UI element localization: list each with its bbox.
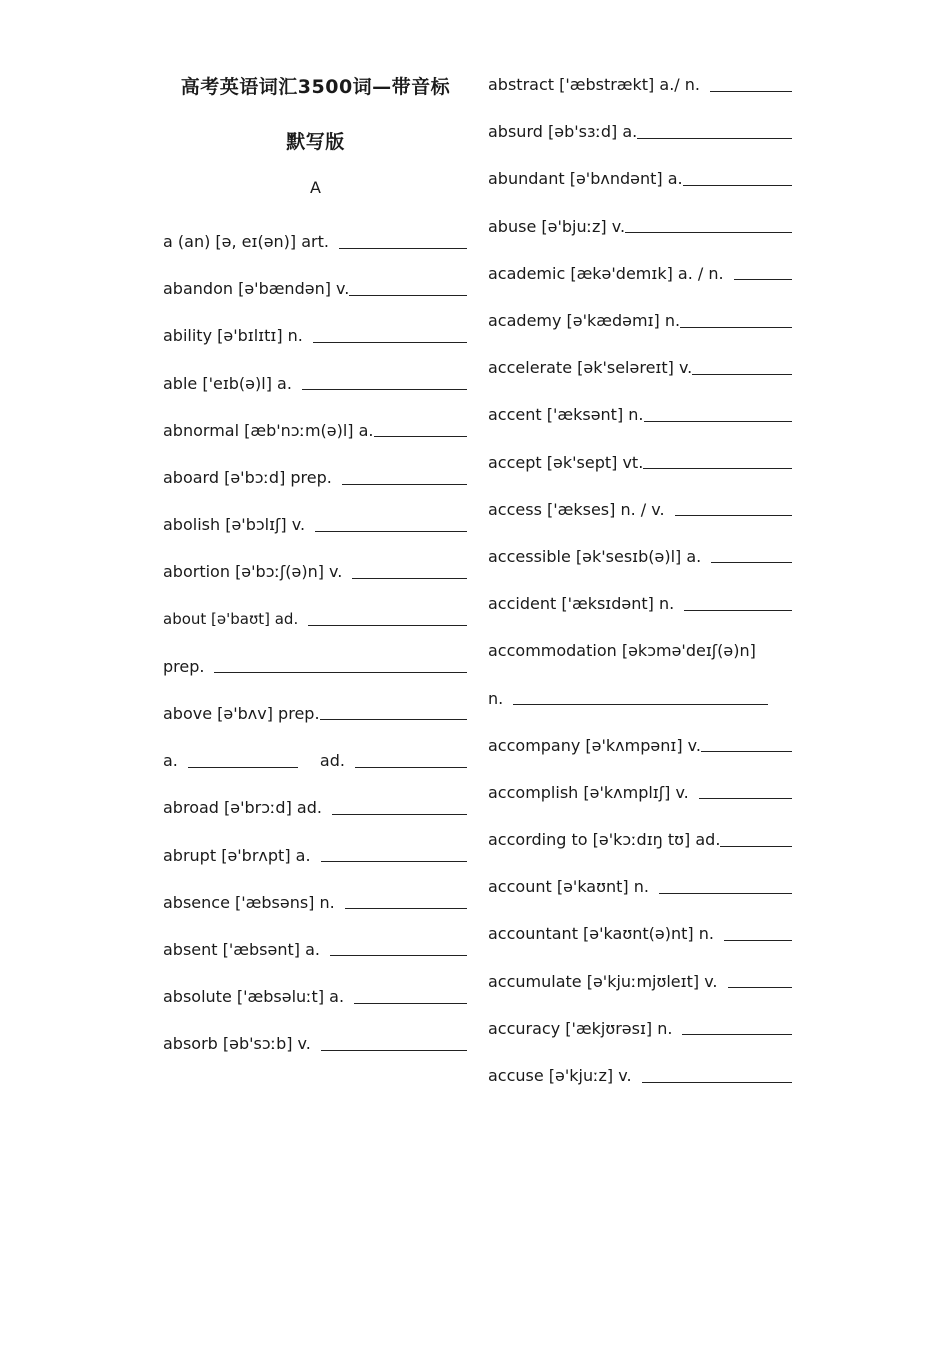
word-entry: absurd [əb'sɜːd] a. (488, 122, 638, 142)
answer-blank[interactable] (683, 172, 792, 186)
answer-blank[interactable] (308, 612, 467, 626)
answer-blank[interactable] (339, 235, 467, 249)
word-entry: prep. (163, 656, 205, 676)
answer-blank[interactable] (642, 1069, 792, 1083)
vocab-entry (488, 391, 792, 438)
vocab-entry (488, 674, 792, 721)
vocab-entry (163, 973, 467, 1020)
vocab-entry (163, 596, 467, 643)
word-entry: accountant [ə'kaʊnt(ə)nt] n. (488, 924, 714, 944)
vocab-entry (488, 297, 792, 344)
word-entry: accent ['æksənt] n. (488, 405, 644, 425)
word-entry: a (an) [ə, eɪ(ən)] art. (163, 232, 329, 252)
word-entry: absolute ['æbsəluːt] a. (163, 987, 345, 1007)
word-entry-second: ad. (319, 751, 345, 771)
word-entry: absorb [əb'sɔːb] v. (163, 1034, 311, 1054)
word-entry: accompany [ə'kʌmpənɪ] v. (488, 735, 701, 755)
word-entry: abstract ['æbstrækt] a./ n. (488, 75, 700, 95)
vocab-entry (163, 643, 467, 690)
vocab-entry (163, 218, 467, 265)
vocab-entry (488, 816, 792, 863)
answer-blank[interactable] (625, 219, 792, 233)
vocab-entry (163, 454, 467, 501)
vocab-entry (488, 1052, 792, 1099)
word-entry: accumulate [ə'kjuːmjʊleɪt] v. (488, 971, 718, 991)
vocab-entry (488, 108, 792, 155)
vocab-entry (163, 312, 467, 359)
left-column (163, 218, 467, 1067)
answer-blank[interactable] (701, 738, 792, 752)
word-entry: abroad [ə'brɔːd] ad. (163, 798, 322, 818)
word-entry: accelerate [ək'seləreɪt] v. (488, 358, 693, 378)
answer-blank[interactable] (188, 754, 298, 768)
vocab-entry (488, 344, 792, 391)
answer-blank[interactable] (659, 880, 792, 894)
word-entry: abrupt [ə'brʌpt] a. (163, 845, 311, 865)
word-entry: accident ['æksɪdənt] n. (488, 594, 675, 614)
vocab-entry (488, 61, 792, 108)
word-entry: accuse [ə'kjuːz] v. (488, 1066, 632, 1086)
vocab-entry (488, 250, 792, 297)
answer-blank[interactable] (355, 754, 467, 768)
word-entry: abandon [ə'bændən] v. (163, 279, 350, 299)
answer-blank[interactable] (675, 502, 792, 516)
vocab-entry (488, 580, 792, 627)
right-column (488, 61, 792, 1099)
answer-blank[interactable] (214, 659, 467, 673)
answer-blank[interactable] (302, 376, 467, 390)
vocab-entry (488, 958, 792, 1005)
vocab-entry (163, 737, 467, 784)
word-entry: n. (488, 688, 504, 708)
word-entry: according to [ə'kɔːdɪŋ tʊ] ad. (488, 830, 721, 850)
word-entry: accessible [ək'sesɪb(ə)l] a. (488, 546, 702, 566)
answer-blank[interactable] (349, 282, 467, 296)
vocab-entry (163, 407, 467, 454)
vocab-entry (488, 910, 792, 957)
vocab-entry (488, 722, 792, 769)
answer-blank[interactable] (321, 848, 467, 862)
vocab-entry (488, 627, 792, 674)
answer-blank[interactable] (320, 706, 467, 720)
answer-blank[interactable] (692, 361, 792, 375)
word-entry: absence ['æbsəns] n. (163, 892, 335, 912)
vocab-entry (163, 548, 467, 595)
document-title: 高考英语词汇3500词—带音标 (180, 76, 451, 98)
answer-blank[interactable] (321, 1037, 467, 1051)
vocab-entry (488, 203, 792, 250)
answer-blank[interactable] (711, 549, 792, 563)
word-entry: abolish [ə'bɔlɪʃ] v. (163, 515, 306, 535)
answer-blank[interactable] (332, 801, 467, 815)
word-entry: accept [ək'sept] vt. (488, 452, 644, 472)
vocab-entry (488, 863, 792, 910)
vocab-entry (163, 1020, 467, 1067)
section-letter: A (310, 178, 321, 197)
answer-blank[interactable] (728, 974, 792, 988)
word-entry: above [ə'bʌv] prep. (163, 703, 320, 723)
answer-blank[interactable] (720, 833, 792, 847)
vocab-entry (488, 486, 792, 533)
word-entry: abundant [ə'bʌndənt] a. (488, 169, 683, 189)
word-entry: aboard [ə'bɔːd] prep. (163, 468, 332, 488)
answer-blank[interactable] (330, 942, 467, 956)
answer-blank[interactable] (354, 990, 467, 1004)
answer-blank[interactable] (313, 329, 467, 343)
answer-blank[interactable] (699, 785, 792, 799)
vocab-entry (488, 1005, 792, 1052)
word-entry: abuse [ə'bjuːz] v. (488, 216, 626, 236)
vocab-entry (163, 926, 467, 973)
word-entry: academy [ə'kædəmɪ] n. (488, 311, 681, 331)
word-entry: accommodation [əkɔmə'deɪʃ(ə)n] (488, 641, 756, 661)
answer-blank[interactable] (345, 895, 467, 909)
answer-blank[interactable] (684, 597, 792, 611)
word-entry: accomplish [ə'kʌmplɪʃ] v. (488, 782, 689, 802)
answer-blank[interactable] (315, 518, 467, 532)
word-entry: access ['ækses] n. / v. (488, 499, 665, 519)
vocab-entry (488, 769, 792, 816)
vocab-entry (163, 501, 467, 548)
word-entry: ability [ə'bɪlɪtɪ] n. (163, 326, 303, 346)
word-entry: absent ['æbsənt] a. (163, 939, 320, 959)
answer-blank[interactable] (342, 471, 467, 485)
answer-blank[interactable] (724, 927, 792, 941)
answer-blank[interactable] (644, 408, 792, 422)
answer-blank[interactable] (643, 455, 792, 469)
vocab-entry (163, 784, 467, 831)
vocab-entry (163, 690, 467, 737)
vocab-entry (163, 360, 467, 407)
word-entry: able ['eɪb(ə)l] a. (163, 373, 292, 393)
word-entry: academic [ækə'demɪk] a. / n. (488, 263, 724, 283)
word-entry: abortion [ə'bɔːʃ(ə)n] v. (163, 562, 343, 582)
vocab-entry (488, 439, 792, 486)
word-entry: abnormal [æb'nɔːm(ə)l] a. (163, 420, 374, 440)
vocab-entry (163, 879, 467, 926)
answer-blank[interactable] (734, 266, 792, 280)
answer-blank[interactable] (682, 1021, 792, 1035)
vocab-entry (488, 533, 792, 580)
vocab-entry (488, 155, 792, 202)
answer-blank[interactable] (680, 314, 792, 328)
word-entry: account [ə'kaʊnt] n. (488, 877, 649, 897)
word-entry: accuracy ['ækjʊrəsɪ] n. (488, 1018, 673, 1038)
document-subtitle: 默写版 (286, 131, 345, 153)
answer-blank[interactable] (513, 691, 768, 705)
word-entry: a. (163, 751, 178, 771)
answer-blank[interactable] (637, 125, 792, 139)
answer-blank[interactable] (374, 423, 467, 437)
answer-blank[interactable] (352, 565, 467, 579)
vocab-entry (163, 265, 467, 312)
word-entry: about [ə'baʊt] ad. (163, 610, 299, 629)
vocab-entry (163, 831, 467, 878)
answer-blank[interactable] (710, 78, 792, 92)
